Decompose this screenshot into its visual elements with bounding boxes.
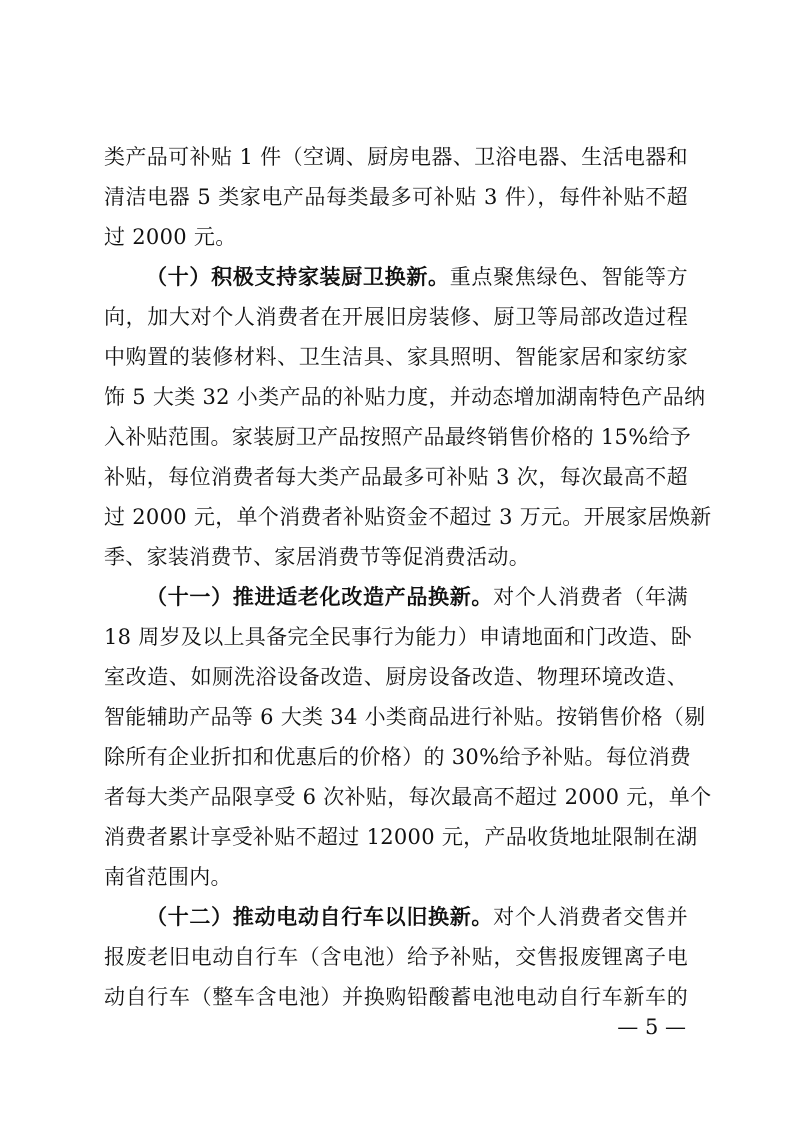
body-text-line: 消费者累计享受补贴不超过 12000 元，产品收货地址限制在湖 (104, 825, 698, 849)
page-number: — 5 — (617, 1015, 686, 1039)
body-text-line: 报废老旧电动自行车（含电池）给予补贴，交售报废锂离子电 (104, 945, 688, 969)
body-text: 对个人消费者（年满 (493, 585, 688, 609)
body-text-line: 中购置的装修材料、卫生洁具、家具照明、智能家居和家纺家 (104, 345, 688, 369)
body-text-line: 者每大类产品限享受 6 次补贴，每次最高不超过 2000 元，单个 (104, 785, 712, 809)
section-heading: （十）积极支持家装厨卫换新。 (146, 264, 450, 289)
body-text-line: 类产品可补贴 1 件（空调、厨房电器、卫浴电器、生活电器和 (104, 145, 688, 169)
body-text-line: 18 周岁及以上具备完全民事行为能力）申请地面和门改造、卧 (104, 625, 693, 649)
body-text-line: 清洁电器 5 类家电产品每类最多可补贴 3 件），每件补贴不超 (104, 185, 688, 209)
section-heading: （十二）推动电动自行车以旧换新。 (146, 904, 494, 929)
body-text-line: 动自行车（整车含电池）并换购铅酸蓄电池电动自行车新车的 (104, 985, 688, 1009)
paragraph-first-line (146, 577, 688, 617)
body-text-line: 智能辅助产品等 6 大类 34 小类商品进行补贴。按销售价格（剔 (104, 705, 706, 729)
body-text-line: 入补贴范围。家装厨卫产品按照产品最终销售价格的 15%给予 (104, 425, 692, 449)
body-text-line: 南省范围内。 (104, 865, 232, 889)
body-text-line: 过 2000 元。 (104, 225, 237, 249)
body-text-line: 补贴，每位消费者每大类产品最多可补贴 3 次，每次最高不超 (104, 465, 688, 489)
body-text-line: 饰 5 大类 32 小类产品的补贴力度，并动态增加湖南特色产品纳 (104, 385, 706, 409)
body-text-line: 室改造、如厕洗浴设备改造、厨房设备改造、物理环境改造、 (104, 665, 688, 689)
body-text-line: 除所有企业折扣和优惠后的价格）的 30%给予补贴。每位消费 (104, 745, 692, 769)
body-text: 对个人消费者交售并 (493, 905, 688, 929)
body-text-line: 过 2000 元，单个消费者补贴资金不超过 3 万元。开展家居焕新 (104, 505, 712, 529)
paragraph-first-line (146, 257, 688, 297)
body-text-line: 季、家装消费节、家居消费节等促消费活动。 (104, 545, 530, 569)
paragraph-first-line (146, 897, 688, 937)
section-heading: （十一）推进适老化改造产品换新。 (146, 584, 494, 609)
body-text-line: 向，加大对个人消费者在开展旧房装修、厨卫等局部改造过程 (104, 305, 688, 329)
body-text: 重点聚焦绿色、智能等方 (449, 265, 688, 289)
